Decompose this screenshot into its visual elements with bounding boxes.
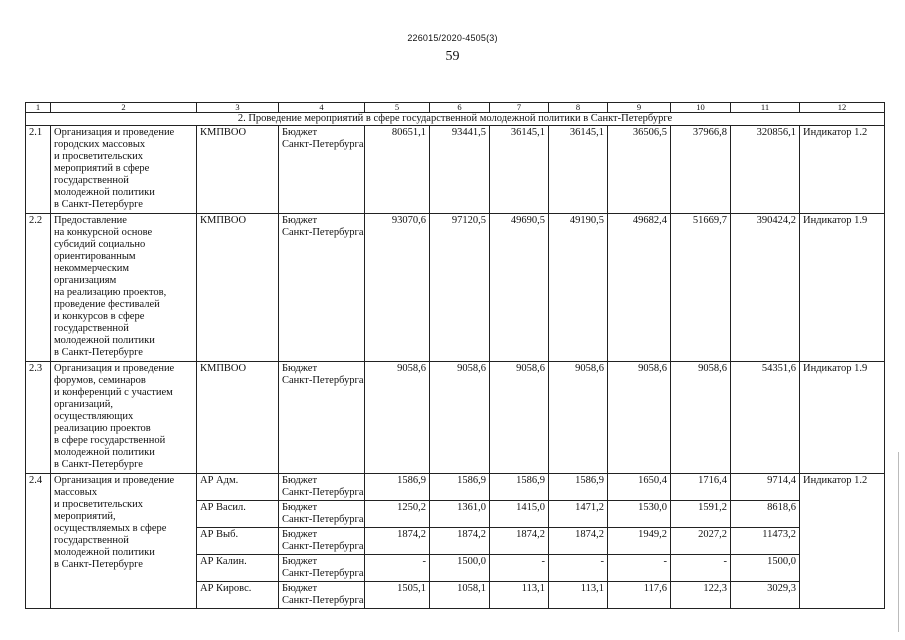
value-cell: 1716,4 <box>671 474 731 501</box>
executor: АР Калин. <box>197 555 279 582</box>
value-cell: 37966,8 <box>671 126 731 214</box>
funding-source <box>279 126 365 214</box>
value-cell: 97120,5 <box>430 214 490 362</box>
col-header: 3 <box>197 103 279 113</box>
value-cell: - <box>671 555 731 582</box>
value-cell: 1505,1 <box>365 582 430 609</box>
value-cell: 113,1 <box>549 582 608 609</box>
col-header: 9 <box>608 103 671 113</box>
text-line: в Санкт-Петербурге <box>54 459 143 470</box>
text-line: Санкт-Петербурга <box>282 541 364 552</box>
value-cell: 49682,4 <box>608 214 671 362</box>
value-cell: 36145,1 <box>549 126 608 214</box>
value-cell: 1586,9 <box>365 474 430 501</box>
text-line: государственной <box>54 323 129 334</box>
funding-source <box>279 555 365 582</box>
value-cell: 113,1 <box>490 582 549 609</box>
text-line: Бюджет <box>282 502 318 513</box>
executor: КМПВОО <box>197 126 279 214</box>
value-cell: 49690,5 <box>490 214 549 362</box>
value-cell: 9714,4 <box>731 474 800 501</box>
indicator: Индикатор 1.9 <box>800 214 885 362</box>
text-line: в сфере государственной <box>54 435 166 446</box>
table-row <box>26 214 885 362</box>
item-number: 2.2 <box>26 214 51 362</box>
text-line: Организация и проведение <box>54 475 175 486</box>
text-line: организациям <box>54 275 117 286</box>
value-cell: 1361,0 <box>430 501 490 528</box>
executor: АР Васил. <box>197 501 279 528</box>
indicator: Индикатор 1.2 <box>800 126 885 214</box>
table-row <box>26 126 885 214</box>
text-line: городских массовых <box>54 139 146 150</box>
executor: КМПВОО <box>197 214 279 362</box>
value-cell: 1586,9 <box>430 474 490 501</box>
value-cell: 1874,2 <box>365 528 430 555</box>
value-cell: - <box>490 555 549 582</box>
text-line: Предоставление <box>54 215 127 226</box>
executor: КМПВОО <box>197 362 279 474</box>
col-header: 2 <box>51 103 197 113</box>
value-cell: 1586,9 <box>490 474 549 501</box>
text-line: в Санкт-Петербурге <box>54 347 143 358</box>
value-cell: 1415,0 <box>490 501 549 528</box>
value-cell: 9058,6 <box>365 362 430 474</box>
text-line: Бюджет <box>282 529 318 540</box>
value-cell: 1530,0 <box>608 501 671 528</box>
text-line: молодежной политики <box>54 447 155 458</box>
value-cell: 51669,7 <box>671 214 731 362</box>
value-cell: 1058,1 <box>430 582 490 609</box>
item-number: 2.1 <box>26 126 51 214</box>
document-number: 226015/2020-4505(3) <box>407 33 498 43</box>
text-line: Санкт-Петербурга <box>282 487 364 498</box>
value-cell: 11473,2 <box>731 528 800 555</box>
value-cell: - <box>365 555 430 582</box>
text-line: в Санкт-Петербурге <box>54 199 143 210</box>
text-line: молодежной политики <box>54 335 155 346</box>
measure-name <box>51 474 197 609</box>
value-cell: 9058,6 <box>608 362 671 474</box>
text-line: Бюджет <box>282 215 318 226</box>
text-line: мероприятий в сфере <box>54 163 150 174</box>
value-cell: - <box>608 555 671 582</box>
table-row <box>26 362 885 474</box>
column-number-row <box>26 103 885 113</box>
page-number: 59 <box>445 49 460 64</box>
text-line: Бюджет <box>282 556 318 567</box>
table-subrow <box>26 474 885 501</box>
col-header: 11 <box>731 103 800 113</box>
indicator: Индикатор 1.9 <box>800 362 885 474</box>
text-line: на конкурсной основе <box>54 227 153 238</box>
funding-source <box>279 214 365 362</box>
funding-source <box>279 362 365 474</box>
value-cell: 1500,0 <box>731 555 800 582</box>
text-line: и конкурсов в сфере <box>54 311 145 322</box>
value-cell: 1874,2 <box>549 528 608 555</box>
text-line: и конференций с участием <box>54 387 173 398</box>
text-line: субсидий социально <box>54 239 146 250</box>
value-cell: 390424,2 <box>731 214 800 362</box>
text-line: в Санкт-Петербурге <box>54 559 143 570</box>
measure-name <box>51 362 197 474</box>
text-line: молодежной политики <box>54 187 155 198</box>
value-cell: 1874,2 <box>430 528 490 555</box>
text-line: Санкт-Петербурга <box>282 595 364 606</box>
col-header: 10 <box>671 103 731 113</box>
col-header: 6 <box>430 103 490 113</box>
text-line: некоммерческим <box>54 263 130 274</box>
text-line: форумов, семинаров <box>54 375 146 386</box>
executor: АР Кировс. <box>197 582 279 609</box>
value-cell: 93070,6 <box>365 214 430 362</box>
value-cell: 320856,1 <box>731 126 800 214</box>
value-cell: 49190,5 <box>549 214 608 362</box>
value-cell: 54351,6 <box>731 362 800 474</box>
value-cell: 117,6 <box>608 582 671 609</box>
value-cell: 1874,2 <box>490 528 549 555</box>
text-line: Организация и проведение <box>54 127 175 138</box>
funding-source <box>279 582 365 609</box>
executor: АР Адм. <box>197 474 279 501</box>
value-cell: 1250,2 <box>365 501 430 528</box>
text-line: Бюджет <box>282 127 318 138</box>
item-number: 2.4 <box>26 474 51 609</box>
text-line: Санкт-Петербурга <box>282 139 364 150</box>
text-line: реализацию проектов <box>54 423 151 434</box>
value-cell: 80651,1 <box>365 126 430 214</box>
col-header: 5 <box>365 103 430 113</box>
value-cell: 122,3 <box>671 582 731 609</box>
value-cell: 9058,6 <box>671 362 731 474</box>
funding-source <box>279 528 365 555</box>
indicator: Индикатор 1.2 <box>800 474 885 609</box>
value-cell: 36145,1 <box>490 126 549 214</box>
text-line: Бюджет <box>282 363 318 374</box>
value-cell: 9058,6 <box>430 362 490 474</box>
section-title: 2. Проведение мероприятий в сфере государственной молодежной политики в Санкт-Петербурге <box>26 113 885 126</box>
text-line: и просветительских <box>54 499 143 510</box>
text-line: Бюджет <box>282 583 318 594</box>
text-line: осуществляющих <box>54 411 134 422</box>
col-header: 7 <box>490 103 549 113</box>
text-line: на реализацию проектов, <box>54 287 167 298</box>
text-line: государственной <box>54 535 129 546</box>
measure-name <box>51 126 197 214</box>
section-header-row <box>26 113 885 126</box>
value-cell: 2027,2 <box>671 528 731 555</box>
col-header: 4 <box>279 103 365 113</box>
executor: АР Выб. <box>197 528 279 555</box>
col-header: 8 <box>549 103 608 113</box>
value-cell: 8618,6 <box>731 501 800 528</box>
value-cell: 93441,5 <box>430 126 490 214</box>
text-line: ориентированным <box>54 251 136 262</box>
value-cell: 1500,0 <box>430 555 490 582</box>
scan-edge-line <box>898 452 899 632</box>
measure-name <box>51 214 197 362</box>
value-cell: 1650,4 <box>608 474 671 501</box>
text-line: организаций, <box>54 399 113 410</box>
text-line: Бюджет <box>282 475 318 486</box>
value-cell: 1591,2 <box>671 501 731 528</box>
text-line: Санкт-Петербурга <box>282 227 364 238</box>
text-line: государственной <box>54 175 129 186</box>
text-line: проведение фестивалей <box>54 299 160 310</box>
value-cell: 36506,5 <box>608 126 671 214</box>
value-cell: 9058,6 <box>490 362 549 474</box>
text-line: массовых <box>54 487 98 498</box>
col-header: 12 <box>800 103 885 113</box>
text-line: молодежной политики <box>54 547 155 558</box>
value-cell: 1586,9 <box>549 474 608 501</box>
text-line: Организация и проведение <box>54 363 175 374</box>
text-line: и просветительских <box>54 151 143 162</box>
item-number: 2.3 <box>26 362 51 474</box>
text-line: мероприятий, <box>54 511 116 522</box>
text-line: Санкт-Петербурга <box>282 375 364 386</box>
value-cell: - <box>549 555 608 582</box>
program-table <box>25 102 885 609</box>
text-line: Санкт-Петербурга <box>282 514 364 525</box>
funding-source <box>279 501 365 528</box>
text-line: Санкт-Петербурга <box>282 568 364 579</box>
text-line: осуществляемых в сфере <box>54 523 167 534</box>
col-header: 1 <box>26 103 51 113</box>
value-cell: 3029,3 <box>731 582 800 609</box>
value-cell: 1949,2 <box>608 528 671 555</box>
value-cell: 1471,2 <box>549 501 608 528</box>
value-cell: 9058,6 <box>549 362 608 474</box>
funding-source <box>279 474 365 501</box>
